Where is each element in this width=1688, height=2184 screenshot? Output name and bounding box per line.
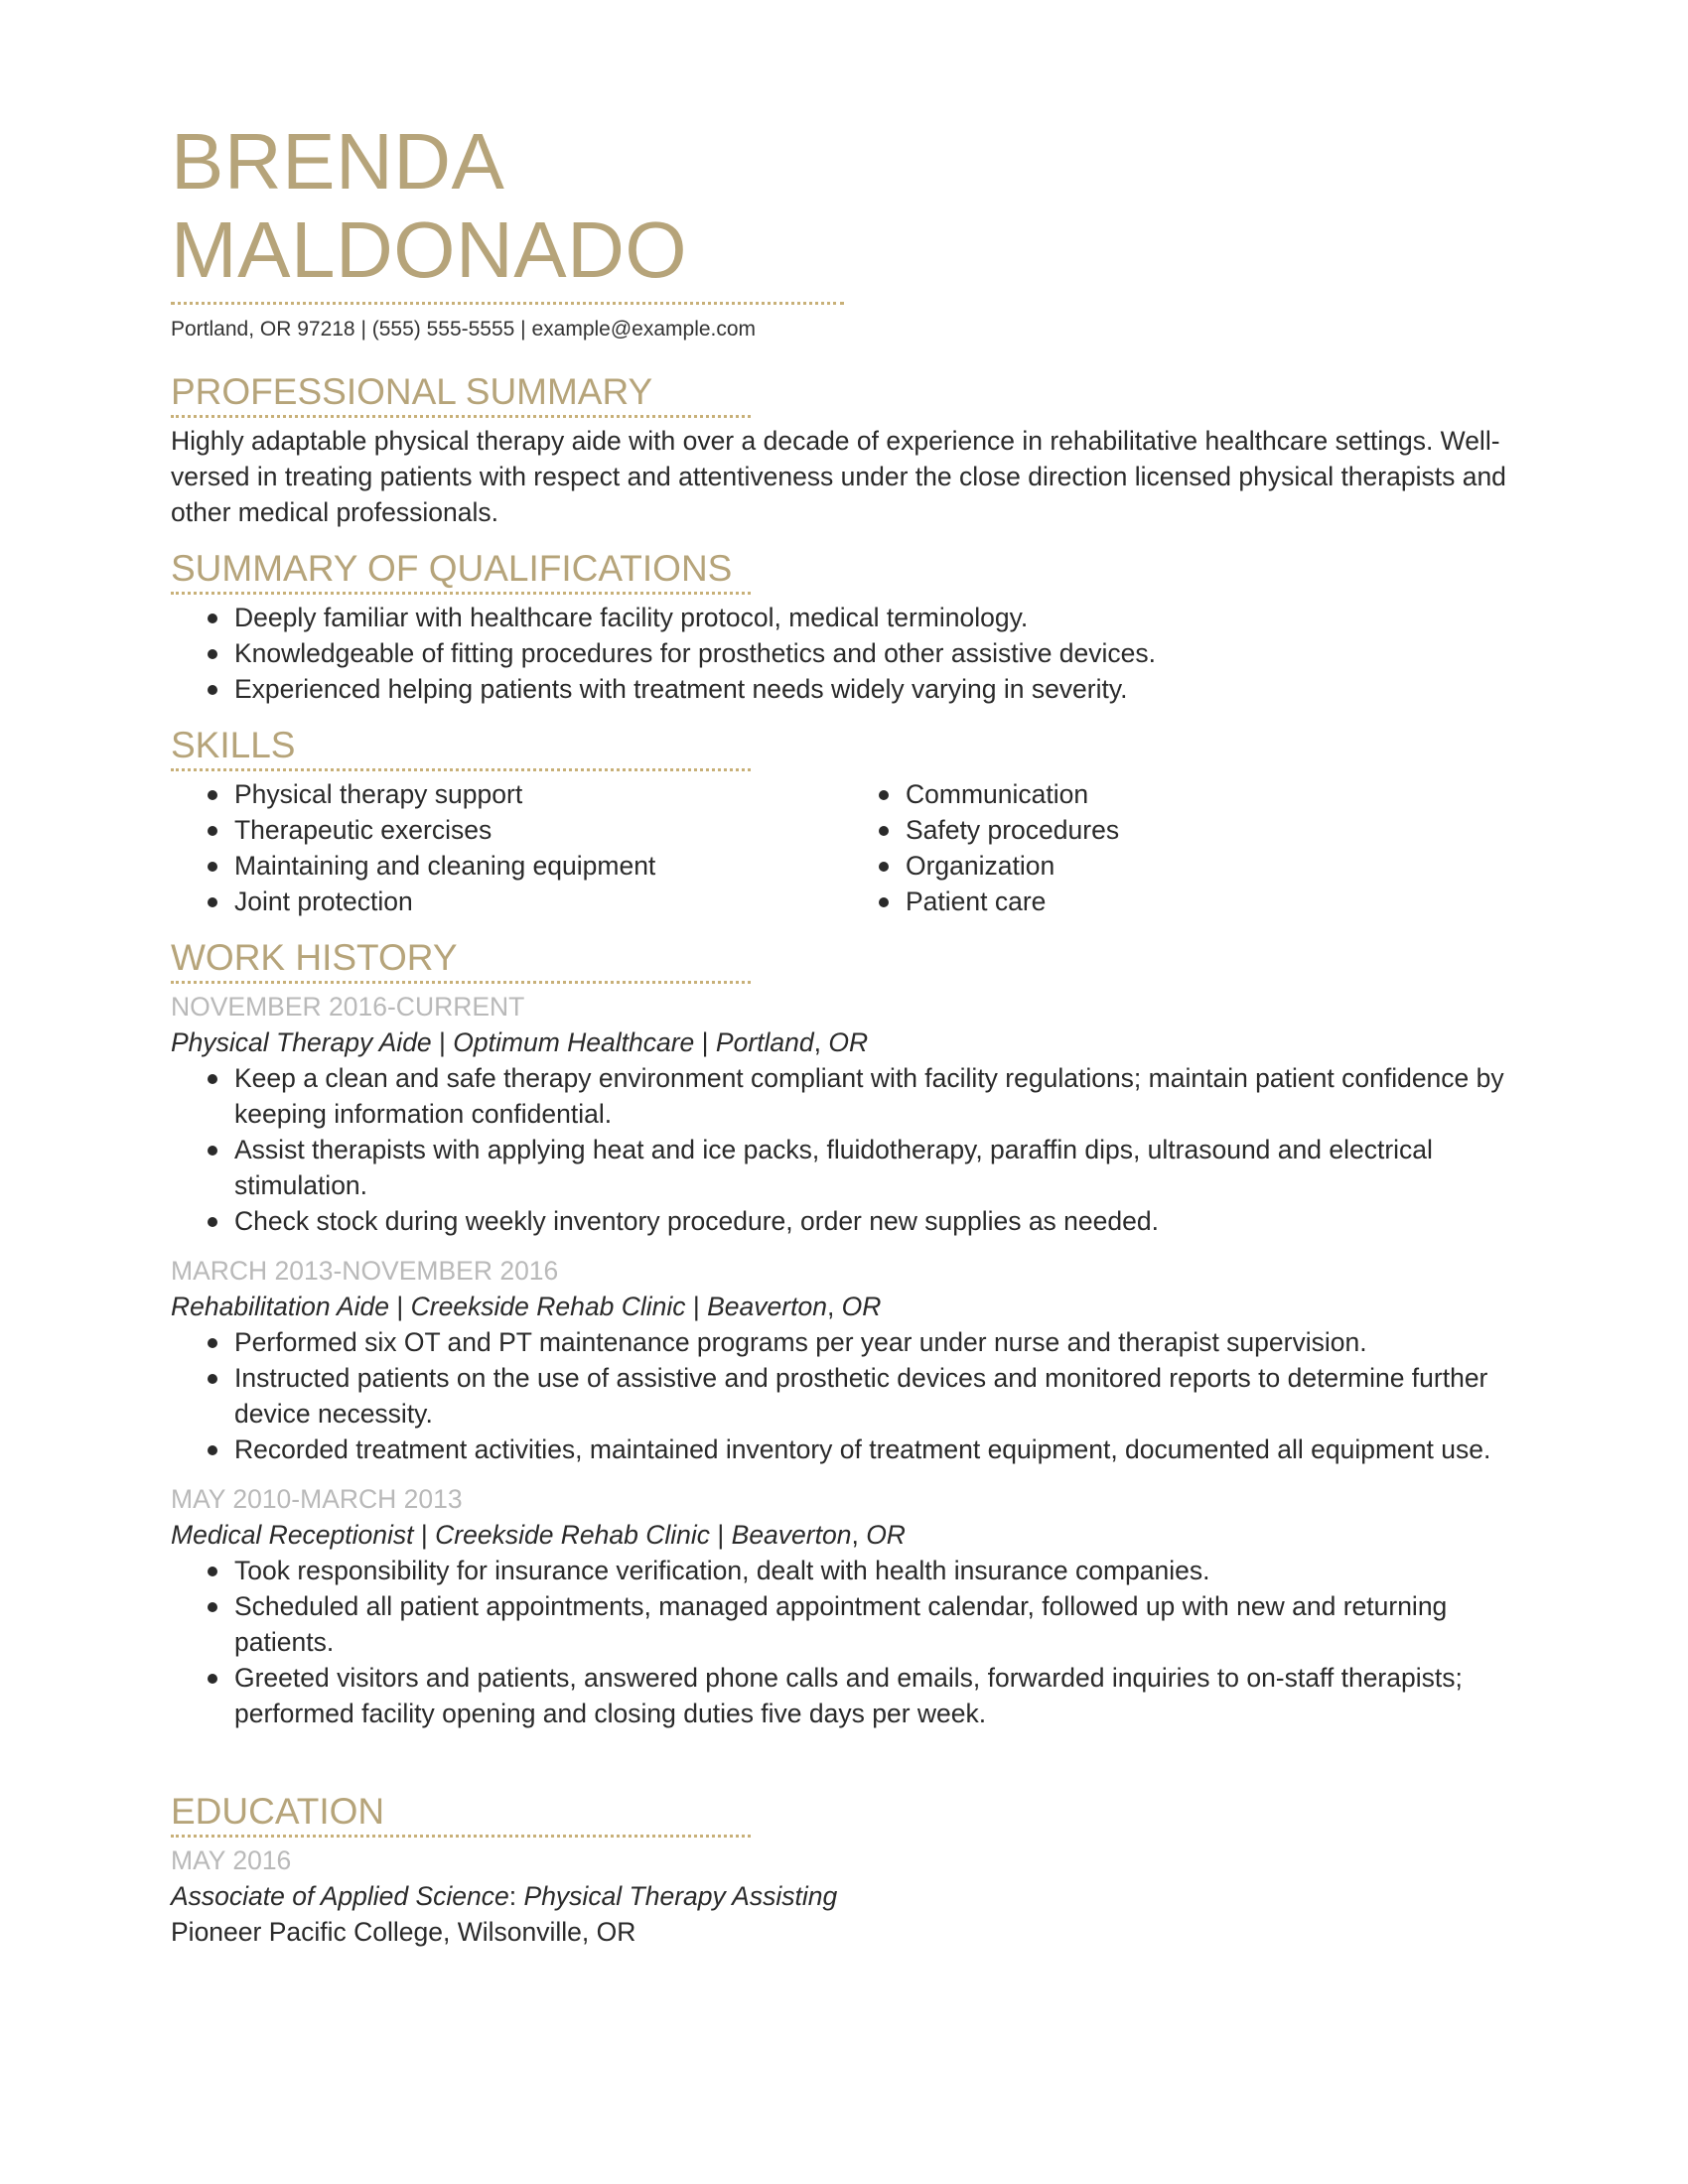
- list-item: Experienced helping patients with treatment needs widely varying in severity.: [171, 671, 1521, 707]
- list-item: Greeted visitors and patients, answered phone calls and emails, forwarded inquiries to on-staff therapists; performed facility opening and closing duties five days per week.: [171, 1660, 1521, 1731]
- list-item: Therapeutic exercises: [171, 812, 842, 848]
- list-item: Deeply familiar with healthcare facility protocol, medical terminology.: [171, 600, 1521, 635]
- list-item: Maintaining and cleaning equipment: [171, 848, 842, 884]
- list-item: Keep a clean and safe therapy environment compliant with facility regulations; maintain patient confidence by keeping information confidential.: [171, 1060, 1521, 1132]
- bullet-icon: [208, 685, 217, 695]
- job-position: Physical Therapy Aide: [171, 1027, 432, 1057]
- education-date: MAY 2016: [171, 1845, 292, 1875]
- section-divider: [171, 981, 751, 984]
- education-degree: Associate of Applied Science: [171, 1881, 509, 1911]
- job-position: Rehabilitation Aide: [171, 1292, 389, 1321]
- list-item: Patient care: [842, 884, 1513, 919]
- education-school: Pioneer Pacific College, Wilsonville, OR: [171, 1917, 636, 1947]
- skills-section: [171, 725, 1521, 919]
- summary-text: Highly adaptable physical therapy aide with over a decade of experience in rehabilitative healthcare settings. Well-versed in treating patients with respect and attentiveness under the close direction licensed physical therapists and other medical professionals.: [171, 426, 1506, 527]
- job-dates: NOVEMBER 2016-CURRENT: [171, 992, 525, 1022]
- list-item: Knowledgeable of fitting procedures for prosthetics and other assistive devices.: [171, 635, 1521, 671]
- bullet-icon: [208, 862, 217, 872]
- education-degree-line: Associate of Applied Science: Physical Therapy Assisting: [171, 1881, 838, 1911]
- bullet-icon: [208, 1445, 217, 1455]
- resume-header: [171, 117, 1521, 342]
- bullet-icon: [208, 1374, 217, 1384]
- job-heading: Rehabilitation Aide | Creekside Rehab Clinic | Beaverton, OR: [171, 1292, 882, 1321]
- list-item: Organization: [842, 848, 1513, 884]
- section-title-qualifications: SUMMARY OF QUALIFICATIONS: [171, 548, 733, 589]
- bullet-icon: [208, 790, 217, 800]
- section-title-education: EDUCATION: [171, 1791, 385, 1832]
- bullet-icon: [208, 1217, 217, 1227]
- job-company: Optimum Healthcare: [453, 1027, 695, 1057]
- job-heading: Physical Therapy Aide | Optimum Healthcare | Portland, OR: [171, 1027, 869, 1057]
- bullet-icon: [208, 1674, 217, 1684]
- education-section: [171, 1791, 1521, 1950]
- job-state: OR: [841, 1292, 882, 1321]
- bullet-icon: [208, 1602, 217, 1612]
- job-dates: MAY 2010-MARCH 2013: [171, 1484, 463, 1514]
- candidate-name: [171, 117, 1521, 294]
- list-item: Instructed patients on the use of assistive and prosthetic devices and monitored reports to determine further device necessity.: [171, 1360, 1521, 1432]
- job-duties: [171, 1324, 1521, 1467]
- list-item: Scheduled all patient appointments, managed appointment calendar, followed up with new and returning patients.: [171, 1588, 1521, 1660]
- job-company: Creekside Rehab Clinic: [410, 1292, 686, 1321]
- contact-info: Portland, OR 97218 | (555) 555-5555 | example@example.com: [171, 318, 757, 341]
- list-item: Safety procedures: [842, 812, 1513, 848]
- job-company: Creekside Rehab Clinic: [435, 1520, 711, 1550]
- job-entry: [171, 1253, 1521, 1467]
- list-item: Took responsibility for insurance verification, dealt with health insurance companies.: [171, 1553, 1521, 1588]
- list-item: Communication: [842, 776, 1513, 812]
- job-entry: [171, 989, 1521, 1239]
- resume-page: [171, 117, 1521, 1947]
- summary-section: [171, 371, 1521, 530]
- job-position: Medical Receptionist: [171, 1520, 414, 1550]
- education-field: Physical Therapy Assisting: [523, 1881, 838, 1911]
- bullet-icon: [208, 897, 217, 907]
- section-divider: [171, 1835, 751, 1838]
- list-item: Recorded treatment activities, maintained inventory of treatment equipment, documented all equipment use.: [171, 1432, 1521, 1467]
- section-divider: [171, 592, 751, 595]
- skills-list-left: [171, 776, 842, 919]
- bullet-icon: [879, 862, 889, 872]
- bullet-icon: [879, 897, 889, 907]
- bullet-icon: [208, 1567, 217, 1576]
- list-item: Physical therapy support: [171, 776, 842, 812]
- section-divider: [171, 768, 751, 771]
- section-title-skills: SKILLS: [171, 725, 296, 765]
- job-heading: Medical Receptionist | Creekside Rehab Clinic | Beaverton, OR: [171, 1520, 906, 1550]
- section-title-summary: PROFESSIONAL SUMMARY: [171, 371, 653, 412]
- list-item: Performed six OT and PT maintenance programs per year under nurse and therapist supervision.: [171, 1324, 1521, 1360]
- bullet-icon: [208, 1074, 217, 1084]
- job-entry: [171, 1481, 1521, 1731]
- job-city: Beaverton: [731, 1520, 852, 1550]
- section-title-work-history: WORK HISTORY: [171, 937, 458, 978]
- bullet-icon: [208, 649, 217, 659]
- skills-columns: [171, 776, 1521, 919]
- job-state: OR: [866, 1520, 906, 1550]
- list-item: Assist therapists with applying heat and ice packs, fluidotherapy, paraffin dips, ultrasound and electrical stimulation.: [171, 1132, 1521, 1203]
- section-divider: [171, 415, 751, 418]
- bullet-icon: [208, 826, 217, 836]
- bullet-icon: [879, 790, 889, 800]
- bullet-icon: [208, 1338, 217, 1348]
- job-duties: [171, 1553, 1521, 1731]
- job-state: OR: [828, 1027, 869, 1057]
- bullet-icon: [208, 1146, 217, 1156]
- job-city: Beaverton: [707, 1292, 827, 1321]
- name-divider: [171, 302, 844, 305]
- last-name: MALDONADO: [171, 205, 688, 294]
- list-item: Check stock during weekly inventory procedure, order new supplies as needed.: [171, 1203, 1521, 1239]
- job-duties: [171, 1060, 1521, 1239]
- bullet-icon: [208, 614, 217, 623]
- work-history-section: [171, 937, 1521, 1731]
- first-name: BRENDA: [171, 117, 505, 205]
- list-item: Joint protection: [171, 884, 842, 919]
- bullet-icon: [879, 826, 889, 836]
- job-city: Portland: [715, 1027, 814, 1057]
- skills-list-right: [842, 776, 1513, 919]
- qualifications-list: [171, 600, 1521, 707]
- job-dates: MARCH 2013-NOVEMBER 2016: [171, 1256, 559, 1286]
- qualifications-section: [171, 548, 1521, 707]
